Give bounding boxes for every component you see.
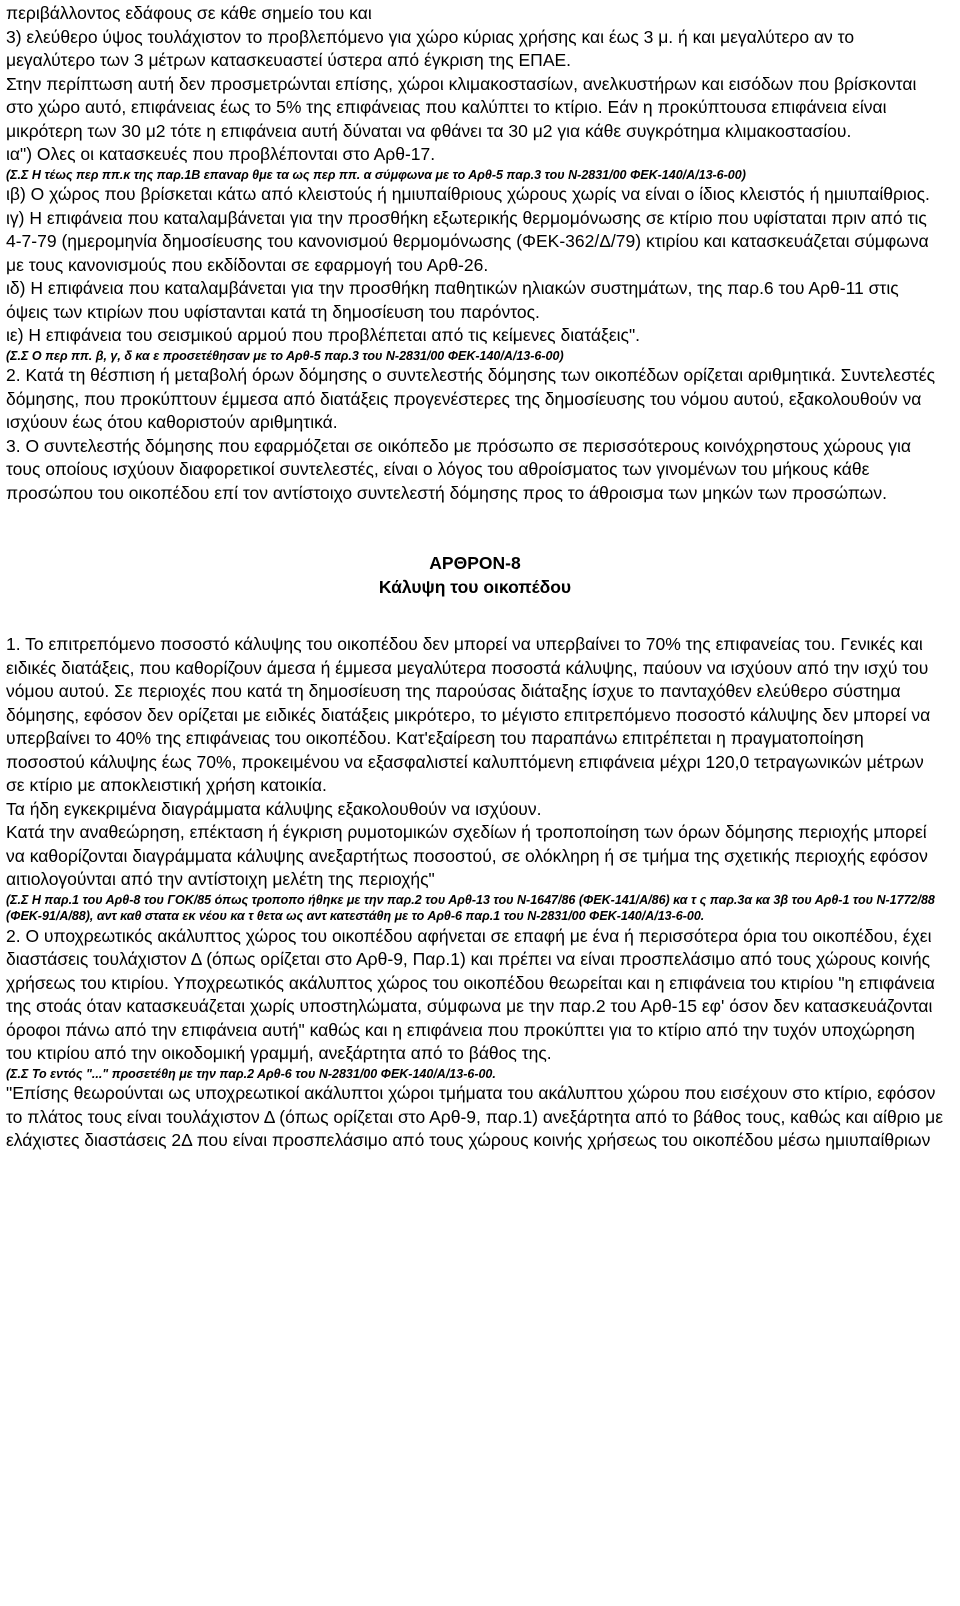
text-paragraph: 2. Κατά τη θέσπιση ή μεταβολή όρων δόμησης ο συντελεστής δόμησης των οικοπέδων ορίζεται αριθμητικά. Συντελεστές δόμησης, που προκύπτουν έμμεσα από διατάξεις προγενέστερες της δημοσίευσης του νόμου αυτού, εξακολουθούν να ισχύουν έως ότου καθοριστούν αριθμητικά.	[6, 365, 936, 432]
text-paragraph: ιγ) Η επιφάνεια που καταλαμβάνεται για την προσθήκη εξωτερικής θερμομόνωσης σε κτίριο που υφίσταται πριν από τις 4-7-79 (ημερομηνία δημοσίευσης του κανονισμού θερμομόνωσης (ΦΕΚ-362/Δ/79) κτιρίου και κατασκευάζεται σύμφωνα με τους κανονισμούς που εκδίδονται σε εφαρμογή του Αρθ-26.	[6, 207, 929, 275]
text-line: περιβάλλοντος εδάφους σε κάθε σημείο του και	[6, 3, 372, 23]
editor-note: (Σ.Σ Η παρ.1 του Αρθ-8 του ΓΟΚ/85 όπως τροποπο ήθηκε με την παρ.2 του Αρθ-13 του Ν-1647/86 (ΦΕΚ-141/Α/86) κα τ ς παρ.3α κα 3β του Αρθ-1 του Ν-1772/88 (ΦΕΚ-91/Α/88), αντ καθ στατα εκ νέου κα τ θετα ως αντ κατεστάθη με το Αρθ-6 παρ.1 του Ν-2831/00 ΦΕΚ-140/Α/13-6-00.	[6, 892, 935, 923]
editor-note: (Σ.Σ Το εντός "..." προσετέθη με την παρ.2 Αρθ-6 του Ν-2831/00 ΦΕΚ-140/Α/13-6-00.	[6, 1066, 496, 1081]
text-line: ιε) Η επιφάνεια του σεισμικού αρμού που προβλέπεται από τις κείμενες διατάξεις".	[6, 325, 641, 345]
editor-note: (Σ.Σ Ο περ ππ. β, γ, δ κα ε προσετέθησαν με το Αρθ-5 παρ.3 του Ν-2831/00 ΦΕΚ-140/Α/13-6-00)	[6, 348, 564, 363]
editor-note: (Σ.Σ Η τέως περ ππ.κ της παρ.1Β επαναρ θμε τα ως περ ππ. α σύμφωνα με το Αρθ-5 παρ.3 του Ν-2831/00 ΦΕΚ-140/Α/13-6-00)	[6, 167, 746, 182]
article-title: Κάλυψη του οικοπέδου	[378, 577, 572, 597]
text-paragraph: 3) ελεύθερο ύψος τουλάχιστον το προβλεπόμενο για χώρο κύριας χρήσης και έως 3 μ. ή και μεγαλύτερο αν το μεγαλύτερο των 3 μέτρων κατασκευαστεί ύστερα από έγκριση της ΕΠΑΕ.	[6, 26, 855, 70]
text-paragraph: ιβ) Ο χώρος που βρίσκεται κάτω από κλειστούς ή ημιυπαίθριους χώρους χωρίς να είναι ο ίδιος κλειστός ή ημιυπαίθριος.	[6, 184, 930, 204]
text-paragraph: Κατά την αναθεώρηση, επέκταση ή έγκριση ρυμοτομικών σχεδίων ή τροποποίηση των όρων δόμησης περιοχής μπορεί να καθορίζονται διαγράμματα κάλυψης ανεξαρτήτως ποσοστού, σε ολόκληρη ή σε τμήμα της σχετικής περιοχής εφόσον αιτιολογούνται από την αντίστοιχη μελέτη της περιοχής"	[6, 822, 928, 889]
text-paragraph: ιδ) Η επιφάνεια που καταλαμβάνεται για την προσθήκη παθητικών ηλιακών συστημάτων, της παρ.6 του Αρθ-11 στις όψεις των κτιρίων που υφίστανται κατά τη δημοσίευση του παρόντος.	[6, 278, 899, 322]
text-line: Τα ήδη εγκεκριμένα διαγράμματα κάλυψης εξακολουθούν να ισχύουν.	[6, 798, 542, 819]
text-paragraph: "Επίσης θεωρούνται ως υποχρεωτικοί ακάλυπτοι χώροι τμήματα του ακάλυπτου χώρου που εισέχουν στο κτίριο, εφόσον το πλάτος τους είναι τουλάχιστον Δ (όπως ορίζεται στο Αρθ-9, παρ.1) ανεξάρτητα από το βάθος τους, καθώς και αίθριο με ελάχιστες διαστάσεις 2Δ που είναι προσπελάσιμο από τους χώρους κοινής χρήσεως του οικοπέδου μέσω ημιυπαίθριων	[6, 1083, 943, 1150]
article-number: ΑΡΘΡΟΝ-8	[429, 553, 521, 573]
text-paragraph: 1. Το επιτρεπόμενο ποσοστό κάλυψης του οικοπέδου δεν μπορεί να υπερβαίνει το 70% της επιφανείας του. Γενικές και ειδικές διατάξεις, που καθορίζουν άμεσα ή έμμεσα μεγαλύτερα ποσοστά κάλυψης, παύουν να ισχύουν από την ισχύ του νόμου αυτού. Σε περιοχές που κατά τη δημοσίευση της παρούσας διάταξης ίσχυε το πανταχόθεν ελεύθερο σύστημα δόμησης, εφόσον δεν ορίζεται με ειδικές διατάξεις μικρότερο, το μέγιστο επιτρεπόμενο ποσοστό κάλυψης δεν μπορεί να υπερβαίνει το 40% της επιφάνειας του οικοπέδου. Κατ'εξαίρεση του παραπάνω επιτρέπεται η πραγματοποίηση ποσοστού κάλυψης έως 70%, προκειμένου να εξασφαλιστεί καλυπτόμενη επιφάνεια μέχρι 120,0 τετραγωνικών μέτρων σε κτίριο με αποκλειστική χρήση κατοικία.	[6, 634, 931, 795]
text-paragraph: 2. Ο υποχρεωτικός ακάλυπτος χώρος του οικοπέδου αφήνεται σε επαφή με ένα ή περισσότερα όρια του οικοπέδου, έχει διαστάσεις τουλάχιστον Δ (όπως ορίζεται στο Αρθ-9, Παρ.1) και πρέπει να είναι προσπελάσιμο από τους χώρους κοινής χρήσεως του κτιρίου. Υποχρεωτικός ακάλυπτος χώρος του οικοπέδου θεωρείται και η επιφάνεια του κτιρίου "η επιφάνεια της στοάς όταν κατασκευάζεται χωρίς υποστηλώματα, σύμφωνα με την παρ.2 του Αρθ-15 εφ' όσον δεν κατασκευάζονται όροφοι πάνω από την επιφάνεια αυτή" καθώς και η επιφάνεια που προκύπτει για το κτίριο από την τυχόν υποχώρηση του κτιρίου από την οικοδομική γραμμή, ανεξάρτητα από το βάθος της.	[6, 925, 935, 1063]
article-heading	[6, 551, 944, 599]
text-paragraph: 3. Ο συντελεστής δόμησης που εφαρμόζεται σε οικόπεδο με πρόσωπο σε περισσότερους κοινόχρηστους χώρους για τους οποίους ισχύουν διαφορετικοί συντελεστές, είναι ο λόγος του αθροίσματος των γινομένων του μήκους κάθε προσώπου του οικοπέδου επί τον αντίστοιχο συντελεστή δόμησης προς το άθροισμα των μηκών των προσώπων.	[6, 435, 912, 503]
text-line: ια") Ολες οι κατασκευές που προβλέπονται στο Αρθ-17.	[6, 144, 436, 164]
text-paragraph: Στην περίπτωση αυτή δεν προσμετρώνται επίσης, χώροι κλιμακοστασίων, ανελκυστήρων και εισόδων που βρίσκονται στο χώρο αυτό, επιφάνειας έως το 5% της επιφάνειας που καλύπτει το κτίριο. Εάν η προκύπτουσα επιφάνεια είναι μικρότερη των 30 μ2 τότε η επιφάνεια αυτή δύναται να φθάνει τα 30 μ2 για κάθε συγκρότημα κλιμακοστασίου.	[6, 73, 917, 141]
